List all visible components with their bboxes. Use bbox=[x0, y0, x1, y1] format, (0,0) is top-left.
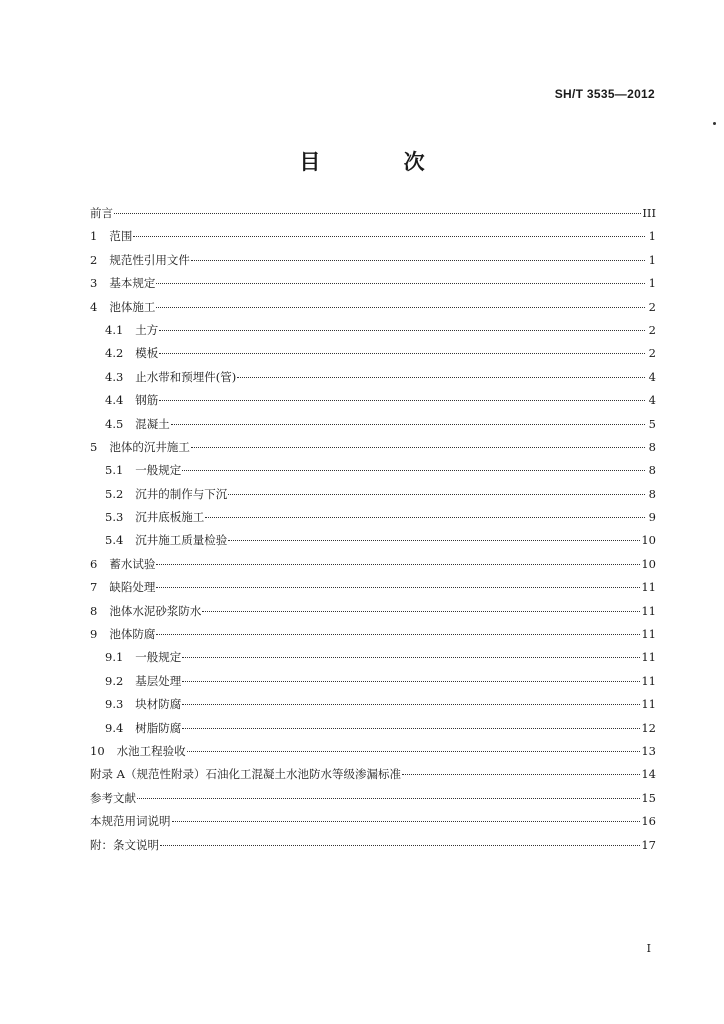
toc-entry[interactable] bbox=[90, 272, 656, 295]
toc-entry-label: 块材防腐 bbox=[135, 697, 182, 712]
toc-entry-label: 水池工程验收 bbox=[116, 743, 186, 758]
toc-entry-number: 4.3 bbox=[105, 369, 124, 384]
toc-entry[interactable] bbox=[90, 413, 656, 436]
toc-entry[interactable] bbox=[90, 459, 656, 482]
standard-code: SH/T 3535—2012 bbox=[554, 87, 655, 101]
toc-entry-page: 11 bbox=[641, 650, 656, 665]
toc-entry[interactable] bbox=[90, 225, 656, 248]
toc-entry-number: 4.5 bbox=[105, 416, 124, 431]
toc-entry-number: 5 bbox=[90, 439, 98, 454]
toc-entry-number: 5.2 bbox=[105, 486, 124, 501]
toc-entry[interactable] bbox=[90, 483, 656, 506]
toc-entry-page: 4 bbox=[648, 393, 656, 408]
toc-entry-label: 池体防腐 bbox=[109, 627, 156, 642]
toc-entry-label: 基本规定 bbox=[109, 276, 156, 291]
toc-entry-label: 止水带和预埋件(管) bbox=[135, 369, 237, 384]
toc-entry-page: 11 bbox=[641, 673, 656, 688]
toc-entry-label: 沉井底板施工 bbox=[135, 510, 205, 525]
toc-leader-dots bbox=[182, 470, 645, 471]
toc-entry-number: 2 bbox=[90, 252, 98, 267]
toc-entry[interactable] bbox=[90, 787, 656, 810]
toc-entry[interactable] bbox=[90, 600, 656, 623]
toc-leader-dots bbox=[156, 307, 645, 308]
toc-leader-dots bbox=[228, 540, 640, 541]
toc-entry[interactable] bbox=[90, 763, 656, 786]
toc-entry-page: 5 bbox=[648, 416, 656, 431]
toc-leader-dots bbox=[187, 751, 641, 752]
toc-entry-label: 本规范用词说明 bbox=[90, 814, 171, 829]
toc-entry-page: 8 bbox=[648, 486, 656, 501]
toc-entry-label: 沉井施工质量检验 bbox=[135, 533, 228, 548]
toc-entry-label: 树脂防腐 bbox=[135, 720, 182, 735]
toc-leader-dots bbox=[237, 377, 645, 378]
toc-entry-number: 9.4 bbox=[105, 720, 124, 735]
toc-entry-number: 7 bbox=[90, 580, 98, 595]
toc-entry-page: 9 bbox=[648, 510, 656, 525]
toc-entry-label: 混凝土 bbox=[135, 416, 170, 431]
toc-entry[interactable] bbox=[90, 506, 656, 529]
toc-leader-dots bbox=[228, 494, 645, 495]
toc-entry-label: 附录 A（规范性附录）石油化工混凝土水池防水等级渗漏标准 bbox=[90, 767, 401, 782]
toc-entry[interactable] bbox=[90, 553, 656, 576]
toc-entry-number: 9.3 bbox=[105, 697, 124, 712]
toc-entry[interactable] bbox=[90, 670, 656, 693]
toc-entry[interactable] bbox=[90, 296, 656, 319]
toc-entry[interactable] bbox=[90, 740, 656, 763]
toc-entry-page: 10 bbox=[641, 533, 656, 548]
toc-entry-number: 10 bbox=[90, 743, 105, 758]
toc-entry-page: III bbox=[642, 206, 656, 220]
toc-entry-page: 11 bbox=[641, 697, 656, 712]
toc-entry-number: 1 bbox=[90, 229, 98, 244]
toc-entry[interactable] bbox=[90, 834, 656, 857]
toc-entry[interactable] bbox=[90, 366, 656, 389]
toc-leader-dots bbox=[191, 260, 645, 261]
toc-leader-dots bbox=[182, 657, 640, 658]
toc-leader-dots bbox=[172, 821, 641, 822]
toc-entry-number: 5.1 bbox=[105, 463, 124, 478]
toc-entry-page: 15 bbox=[641, 790, 656, 805]
toc-entry-page: 14 bbox=[641, 767, 656, 782]
toc-entry-page: 13 bbox=[641, 743, 656, 758]
toc-entry-label: 池体施工 bbox=[109, 299, 156, 314]
toc-entry-number: 4.2 bbox=[105, 346, 124, 361]
toc-entry[interactable] bbox=[90, 810, 656, 833]
page-title: 目 次 bbox=[299, 149, 463, 174]
toc-entry-label: 缺陷处理 bbox=[109, 580, 156, 595]
toc-leader-dots bbox=[205, 517, 645, 518]
toc-entry-label: 规范性引用文件 bbox=[109, 252, 190, 267]
toc-leader-dots bbox=[182, 704, 640, 705]
toc-entry-label: 钢筋 bbox=[135, 393, 159, 408]
toc-entry-page: 16 bbox=[641, 814, 656, 829]
toc-entry-label: 基层处理 bbox=[135, 673, 182, 688]
toc-leader-dots bbox=[202, 611, 640, 612]
toc-entry[interactable] bbox=[90, 342, 656, 365]
toc-entry-label: 前言 bbox=[90, 206, 113, 220]
toc-entry-number: 9 bbox=[90, 627, 98, 642]
toc-entry-label: 池体水泥砂浆防水 bbox=[109, 603, 202, 618]
page-number: I bbox=[646, 942, 651, 955]
toc-entry-label: 池体的沉井施工 bbox=[109, 439, 190, 454]
toc-entry[interactable] bbox=[90, 389, 656, 412]
toc-entry-number: 8 bbox=[90, 603, 98, 618]
toc-entry-page: 2 bbox=[648, 322, 656, 337]
toc-leader-dots bbox=[191, 447, 645, 448]
toc-entry-page: 2 bbox=[648, 299, 656, 314]
toc-entry-label: 蓄水试验 bbox=[109, 556, 156, 571]
toc-leader-dots bbox=[133, 236, 645, 237]
toc-entry-number: 6 bbox=[90, 556, 98, 571]
toc-entry[interactable] bbox=[90, 623, 656, 646]
toc-entry-page: 1 bbox=[648, 276, 656, 291]
toc-leader-dots bbox=[156, 587, 640, 588]
toc-entry-number: 9.1 bbox=[105, 650, 124, 665]
toc-entry[interactable] bbox=[90, 529, 656, 552]
toc-entry-label: 范围 bbox=[109, 229, 133, 244]
toc-entry-number: 4.1 bbox=[105, 322, 124, 337]
toc-entry-page: 11 bbox=[641, 580, 656, 595]
toc-leader-dots bbox=[160, 845, 640, 846]
toc-entry-label: 模板 bbox=[135, 346, 159, 361]
toc-entry-number: 5.3 bbox=[105, 510, 124, 525]
toc-entry-label: 沉井的制作与下沉 bbox=[135, 486, 228, 501]
toc-entry[interactable] bbox=[90, 436, 656, 459]
toc-leader-dots bbox=[114, 213, 641, 214]
toc-entry[interactable] bbox=[90, 202, 656, 225]
toc-entry[interactable] bbox=[90, 717, 656, 740]
toc-leader-dots bbox=[159, 353, 645, 354]
toc-entry[interactable] bbox=[90, 646, 656, 669]
toc-entry-label: 一般规定 bbox=[135, 650, 182, 665]
scan-mark bbox=[713, 122, 716, 125]
toc-entry-page: 10 bbox=[641, 556, 656, 571]
toc-leader-dots bbox=[182, 681, 640, 682]
toc-entry-label: 一般规定 bbox=[135, 463, 182, 478]
toc-entry-number: 4 bbox=[90, 299, 98, 314]
toc-entry-number: 5.4 bbox=[105, 533, 124, 548]
toc-leader-dots bbox=[156, 564, 640, 565]
toc-leader-dots bbox=[159, 330, 645, 331]
toc-entry-label: 土方 bbox=[135, 322, 159, 337]
toc-entry-page: 4 bbox=[648, 369, 656, 384]
toc-entry-page: 11 bbox=[641, 627, 656, 642]
toc-entry-page: 1 bbox=[648, 252, 656, 267]
toc-entry[interactable] bbox=[90, 319, 656, 342]
toc-leader-dots bbox=[137, 798, 640, 799]
toc-entry-number: 3 bbox=[90, 276, 98, 291]
toc-leader-dots bbox=[182, 728, 640, 729]
toc-entry-label: 参考文献 bbox=[90, 790, 136, 805]
toc-entry-page: 8 bbox=[648, 439, 656, 454]
toc-leader-dots bbox=[171, 424, 645, 425]
toc-entry-page: 8 bbox=[648, 463, 656, 478]
toc-entry-number: 9.2 bbox=[105, 673, 124, 688]
toc-entry[interactable] bbox=[90, 249, 656, 272]
toc-entry-page: 12 bbox=[641, 720, 656, 735]
toc-entry-page: 11 bbox=[641, 603, 656, 618]
toc-entry-number: 4.4 bbox=[105, 393, 124, 408]
toc-leader-dots bbox=[402, 774, 640, 775]
toc-entry[interactable] bbox=[90, 693, 656, 716]
toc-leader-dots bbox=[156, 283, 645, 284]
toc-entry-page: 17 bbox=[641, 837, 656, 852]
toc-entry[interactable] bbox=[90, 576, 656, 599]
toc-leader-dots bbox=[156, 634, 640, 635]
table-of-contents bbox=[90, 202, 656, 857]
toc-entry-page: 1 bbox=[648, 229, 656, 244]
toc-leader-dots bbox=[159, 400, 645, 401]
toc-entry-label: 附：条文说明 bbox=[90, 837, 159, 852]
toc-entry-page: 2 bbox=[648, 346, 656, 361]
